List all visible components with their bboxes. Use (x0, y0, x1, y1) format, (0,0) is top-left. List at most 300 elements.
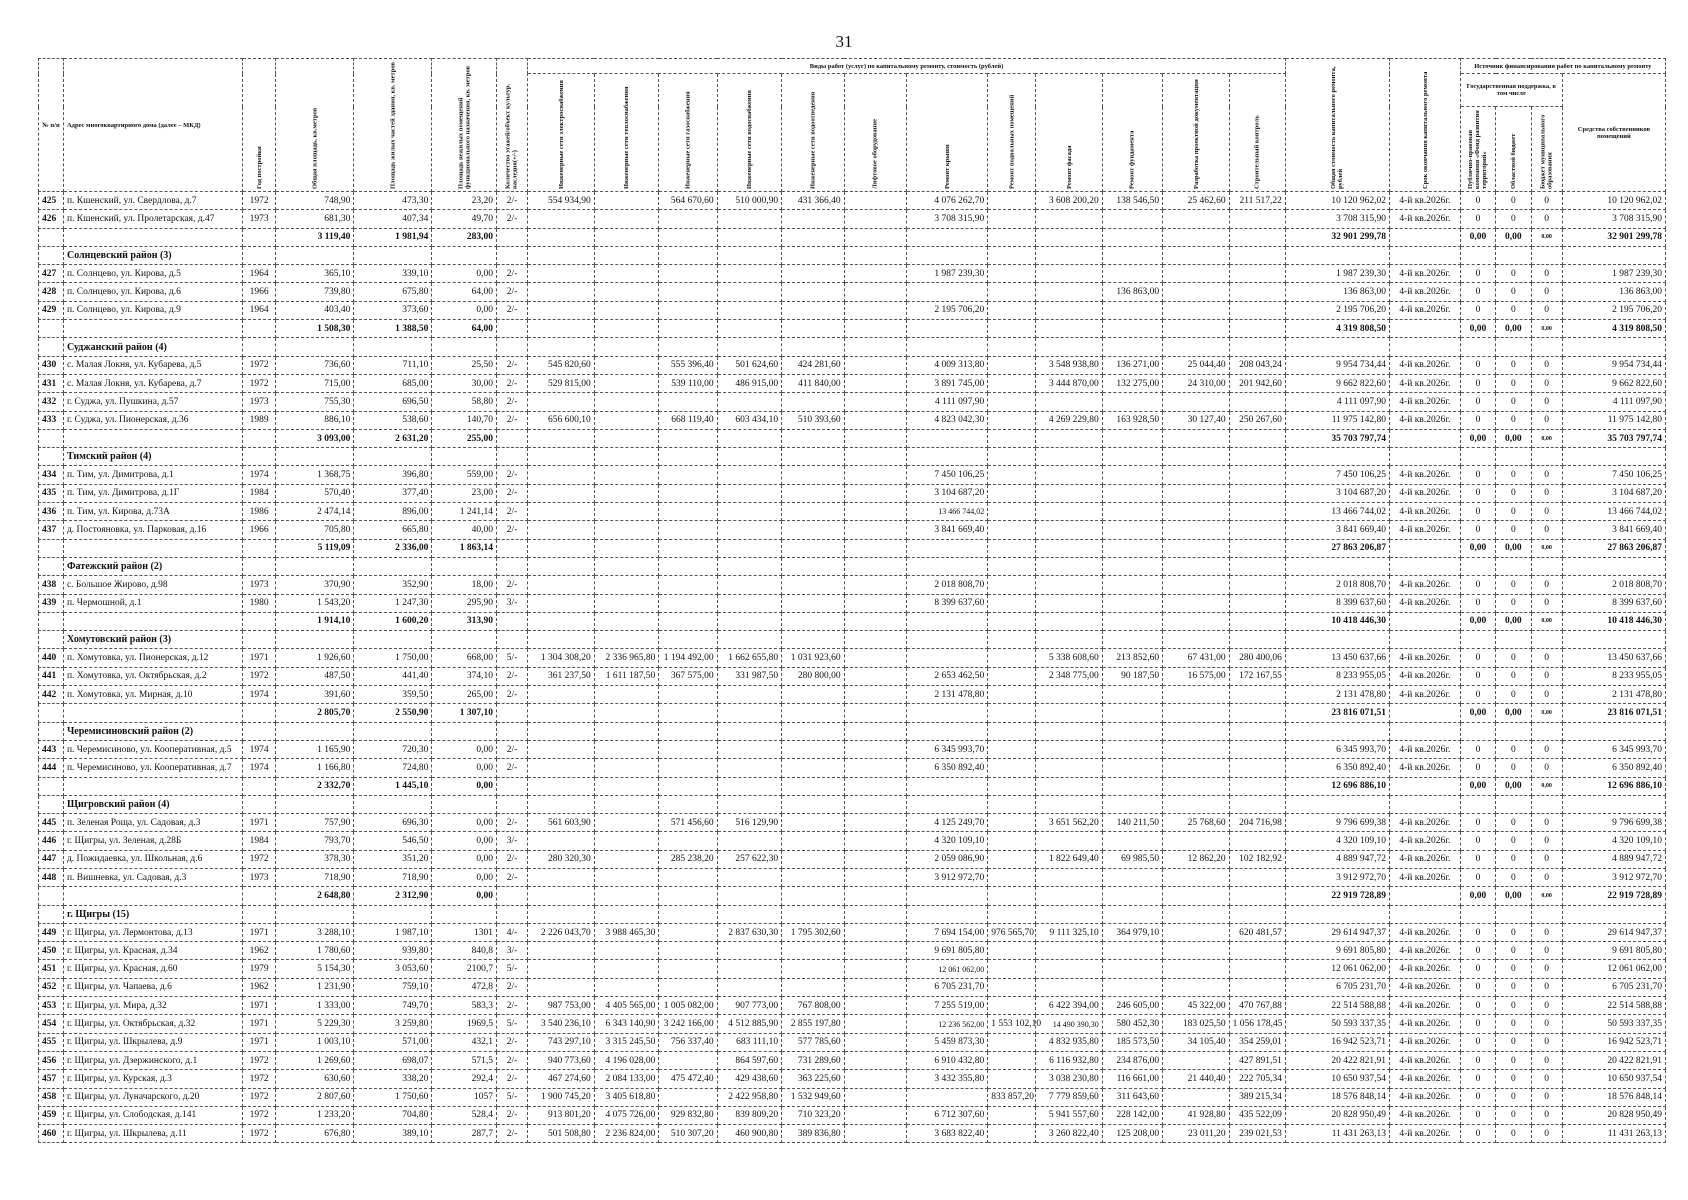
row-floors: 2/- (496, 814, 527, 832)
empty-cell (1102, 631, 1162, 649)
work-cell (844, 320, 906, 338)
row-work-cost: 239 021,53 (1229, 1125, 1285, 1143)
empty-cell (1562, 795, 1665, 813)
row-municipal: 0 (1531, 1070, 1562, 1088)
row-work-cost: 2 653 462,50 (907, 667, 988, 685)
row-work-cost: 2 084 133,00 (594, 1070, 659, 1088)
row-number: 460 (39, 1125, 64, 1143)
row-regional: 0 (1496, 832, 1531, 850)
row-fund: 0 (1460, 411, 1495, 429)
row-floors: 5/- (496, 649, 527, 667)
row-total-cost: 50 593 337,35 (1285, 1015, 1389, 1033)
row-work-cost: 4 512 885,90 (717, 1015, 782, 1033)
empty-cell (354, 795, 432, 813)
row-work-cost: 67 431,00 (1163, 649, 1230, 667)
work-cell (659, 887, 717, 905)
row-num-cell (39, 887, 64, 905)
row-work-cost (594, 759, 659, 777)
row-work-cost: 545 820,60 (528, 356, 595, 374)
row-year: 1972 (243, 850, 276, 868)
row-regional: 0 (1496, 814, 1531, 832)
row-work-cost (1229, 265, 1285, 283)
row-regional: 0 (1496, 503, 1531, 521)
row-deadline: 4-й кв.2026г. (1390, 1106, 1461, 1124)
empty-cell (717, 557, 782, 575)
row-nonliving-area: 0,00 (432, 814, 497, 832)
row-deadline: 4-й кв.2026г. (1390, 759, 1461, 777)
row-year: 1973 (243, 210, 276, 228)
empty-cell (354, 722, 432, 740)
row-work-cost (988, 868, 1036, 886)
row-work-cost: 4 075 726,00 (594, 1106, 659, 1124)
row-number: 450 (39, 942, 64, 960)
district-heading-row (39, 557, 1666, 575)
row-work-cost (659, 1051, 717, 1069)
row-owners: 2 195 706,20 (1562, 301, 1665, 319)
row-regional: 0 (1496, 283, 1531, 301)
address-cell (63, 320, 242, 338)
table-row (39, 466, 1666, 484)
row-regional: 0 (1496, 923, 1531, 941)
empty-cell (1036, 631, 1103, 649)
work-cell (1229, 777, 1285, 795)
row-work-cost (1036, 521, 1103, 539)
row-work-cost (594, 942, 659, 960)
row-living-area: 718,90 (354, 868, 432, 886)
row-work-cost: 228 142,00 (1102, 1106, 1162, 1124)
row-total-cost: 3 104 687,20 (1285, 484, 1389, 502)
header-work-foundation: Ремонт фундамента (1102, 74, 1162, 192)
empty-cell (243, 338, 276, 356)
row-municipal: 0 (1531, 301, 1562, 319)
work-cell (594, 704, 659, 722)
row-floors: 2/- (496, 283, 527, 301)
empty-cell (528, 246, 595, 264)
header-fund: Публично-правовая компания «Фонд развития территорий» (1460, 107, 1495, 192)
row-total-cost: 3 912 972,70 (1285, 868, 1389, 886)
row-total-area: 391,60 (276, 686, 354, 704)
empty-cell (1531, 795, 1562, 813)
row-regional: 0 (1496, 265, 1531, 283)
row-work-cost (1163, 740, 1230, 758)
row-work-cost (1229, 960, 1285, 978)
row-work-cost (782, 759, 844, 777)
row-work-cost: 3 432 355,80 (907, 1070, 988, 1088)
row-floors: 2/- (496, 503, 527, 521)
work-cell (988, 612, 1036, 630)
row-total-area: 570,40 (276, 484, 354, 502)
row-nonliving-area: 23,00 (432, 484, 497, 502)
row-work-cost (844, 667, 906, 685)
empty-cell (1102, 246, 1162, 264)
row-living-area: 1 247,30 (354, 594, 432, 612)
empty-cell (276, 338, 354, 356)
row-deadline: 4-й кв.2026г. (1390, 466, 1461, 484)
row-regional: 0 (1496, 411, 1531, 429)
row-work-cost (594, 503, 659, 521)
district-heading: Хомутовский район (3) (63, 631, 242, 649)
subtotal-municipal: 0,00 (1531, 539, 1562, 557)
row-total-area: 487,50 (276, 667, 354, 685)
subtotal-municipal: 0,00 (1531, 429, 1562, 447)
subtotal-fund: 0,00 (1460, 612, 1495, 630)
row-work-cost (782, 393, 844, 411)
row-number: 457 (39, 1070, 64, 1088)
row-municipal: 0 (1531, 374, 1562, 392)
row-regional: 0 (1496, 686, 1531, 704)
table-body (39, 192, 1666, 1143)
row-work-cost (659, 594, 717, 612)
row-work-cost (844, 192, 906, 210)
row-work-cost (594, 521, 659, 539)
empty-cell (1102, 448, 1162, 466)
row-fund: 0 (1460, 740, 1495, 758)
empty-cell (1531, 448, 1562, 466)
row-work-cost: 25 462,60 (1163, 192, 1230, 210)
row-work-cost (988, 356, 1036, 374)
row-nonliving-area: 528,4 (432, 1106, 497, 1124)
row-work-cost: 4 832 935,80 (1036, 1033, 1103, 1051)
table-row (39, 283, 1666, 301)
row-number: 453 (39, 997, 64, 1015)
deadline-cell (1390, 704, 1461, 722)
work-cell (988, 320, 1036, 338)
row-municipal: 0 (1531, 1106, 1562, 1124)
row-work-cost: 183 025,50 (1163, 1015, 1230, 1033)
row-address: с. Большое Жирово, д.98 (63, 576, 242, 594)
work-cell (1229, 539, 1285, 557)
row-work-cost (594, 265, 659, 283)
empty-cell (243, 722, 276, 740)
row-deadline: 4-й кв.2026г. (1390, 374, 1461, 392)
work-cell (782, 777, 844, 795)
empty-cell (1036, 557, 1103, 575)
subtotal-row (39, 320, 1666, 338)
row-floors: 2/- (496, 356, 527, 374)
row-address: д. Пожидаевка, ул. Школьная, д.6 (63, 850, 242, 868)
row-total-area: 1 368,75 (276, 466, 354, 484)
row-owners: 4 889 947,72 (1562, 850, 1665, 868)
empty-cell (988, 557, 1036, 575)
subtotal-total-cost: 23 816 071,51 (1285, 704, 1389, 722)
row-work-cost: 138 546,50 (1102, 192, 1162, 210)
row-regional: 0 (1496, 1088, 1531, 1106)
row-owners: 1 987 239,30 (1562, 265, 1665, 283)
row-work-cost (1036, 978, 1103, 996)
row-work-cost (782, 210, 844, 228)
row-work-cost (988, 1070, 1036, 1088)
empty-cell (276, 448, 354, 466)
row-municipal: 0 (1531, 759, 1562, 777)
empty-cell (988, 722, 1036, 740)
empty-cell (432, 448, 497, 466)
row-work-cost: 9 111 325,10 (1036, 923, 1103, 941)
empty-cell (432, 631, 497, 649)
row-floors: 2/- (496, 759, 527, 777)
row-address: г. Щигры, ул. Шкрылева, д.11 (63, 1125, 242, 1143)
table-row (39, 1033, 1666, 1051)
work-cell (659, 228, 717, 246)
capital-repair-table (38, 58, 1666, 1143)
row-work-cost (782, 850, 844, 868)
row-deadline: 4-й кв.2026г. (1390, 1125, 1461, 1143)
work-cell (659, 539, 717, 557)
row-number: 433 (39, 411, 64, 429)
row-work-cost: 913 801,20 (528, 1106, 595, 1124)
empty-cell (659, 631, 717, 649)
year-cell (243, 704, 276, 722)
deadline-cell (1390, 228, 1461, 246)
row-regional: 0 (1496, 192, 1531, 210)
row-work-cost: 257 622,30 (717, 850, 782, 868)
row-work-cost (844, 484, 906, 502)
row-work-cost (1102, 210, 1162, 228)
row-regional: 0 (1496, 1106, 1531, 1124)
row-work-cost (988, 1033, 1036, 1051)
row-work-cost: 6 350 892,40 (907, 759, 988, 777)
row-number: 448 (39, 868, 64, 886)
row-work-cost (988, 374, 1036, 392)
row-work-cost: 5 459 873,30 (907, 1033, 988, 1051)
row-fund: 0 (1460, 210, 1495, 228)
row-municipal: 0 (1531, 265, 1562, 283)
header-work-heat: Инженерные сети теплоснабжения (594, 74, 659, 192)
row-work-cost (1163, 484, 1230, 502)
district-heading-row (39, 722, 1666, 740)
row-address: п. Чермошной, д.1 (63, 594, 242, 612)
subtotal-living-area: 2 631,20 (354, 429, 432, 447)
row-work-cost: 2 422 958,80 (717, 1088, 782, 1106)
row-fund: 0 (1460, 686, 1495, 704)
row-number: 443 (39, 740, 64, 758)
row-living-area: 3 259,80 (354, 1015, 432, 1033)
row-total-cost: 2 131 478,80 (1285, 686, 1389, 704)
row-work-cost (1102, 393, 1162, 411)
row-regional: 0 (1496, 1051, 1531, 1069)
row-work-cost (988, 942, 1036, 960)
row-work-cost: 929 832,80 (659, 1106, 717, 1124)
empty-cell (1163, 557, 1230, 575)
work-cell (1102, 320, 1162, 338)
subtotal-total-area: 3 119,40 (276, 228, 354, 246)
row-owners: 136 863,00 (1562, 283, 1665, 301)
row-work-cost (907, 649, 988, 667)
subtotal-total-cost: 35 703 797,74 (1285, 429, 1389, 447)
table-row (39, 740, 1666, 758)
subtotal-row (39, 228, 1666, 246)
row-work-cost (594, 850, 659, 868)
row-deadline: 4-й кв.2026г. (1390, 301, 1461, 319)
row-total-area: 1 780,60 (276, 942, 354, 960)
row-total-area: 1 269,60 (276, 1051, 354, 1069)
row-owners: 4 320 109,10 (1562, 832, 1665, 850)
row-deadline: 4-й кв.2026г. (1390, 1033, 1461, 1051)
floors-cell (496, 612, 527, 630)
row-owners: 18 576 848,14 (1562, 1088, 1665, 1106)
row-deadline: 4-й кв.2026г. (1390, 942, 1461, 960)
work-cell (1229, 228, 1285, 246)
row-work-cost (907, 1088, 988, 1106)
empty-cell (1496, 557, 1531, 575)
row-work-cost (1102, 503, 1162, 521)
header-state-support: Государственная поддержка, в том числе (1460, 74, 1562, 107)
table-row (39, 594, 1666, 612)
year-cell (243, 228, 276, 246)
row-work-cost (717, 210, 782, 228)
row-total-area: 3 288,10 (276, 923, 354, 941)
row-work-cost (782, 594, 844, 612)
row-owners: 50 593 337,35 (1562, 1015, 1665, 1033)
header-work-design: Разработка проектной документации (1163, 74, 1230, 192)
empty-cell (844, 905, 906, 923)
subtotal-municipal: 0,00 (1531, 612, 1562, 630)
row-owners: 3 104 687,20 (1562, 484, 1665, 502)
work-cell (1229, 429, 1285, 447)
row-work-cost (659, 740, 717, 758)
row-work-cost: 486 915,00 (717, 374, 782, 392)
empty-cell (594, 631, 659, 649)
work-cell (907, 228, 988, 246)
row-work-cost: 14 490 390,30 (1036, 1015, 1103, 1033)
row-work-cost (717, 832, 782, 850)
row-living-area: 896,00 (354, 503, 432, 521)
row-work-cost (528, 868, 595, 886)
row-work-cost (844, 265, 906, 283)
row-work-cost (1102, 740, 1162, 758)
row-floors: 3/- (496, 942, 527, 960)
row-owners: 4 111 097,90 (1562, 393, 1665, 411)
row-work-cost: 516 129,90 (717, 814, 782, 832)
empty-cell (432, 338, 497, 356)
subtotal-total-area: 3 093,00 (276, 429, 354, 447)
floors-cell (496, 887, 527, 905)
row-number: 435 (39, 484, 64, 502)
header-num: № п/п (39, 59, 64, 192)
row-work-cost (782, 978, 844, 996)
row-work-cost (528, 594, 595, 612)
row-municipal: 0 (1531, 594, 1562, 612)
row-fund: 0 (1460, 1088, 1495, 1106)
row-number: 438 (39, 576, 64, 594)
row-work-cost (1036, 960, 1103, 978)
row-address: с. Малая Локня, ул. Кубарева, д.5 (63, 356, 242, 374)
row-regional: 0 (1496, 740, 1531, 758)
row-nonliving-area: 0,00 (432, 868, 497, 886)
empty-cell (1036, 722, 1103, 740)
header-work-water: Инженерные сети водоснабжения (717, 74, 782, 192)
empty-cell (1531, 631, 1562, 649)
row-address: г. Щигры, ул. Слободская, д.141 (63, 1106, 242, 1124)
row-work-cost: 1 662 655,80 (717, 649, 782, 667)
row-work-cost (1036, 283, 1103, 301)
row-num-cell (39, 320, 64, 338)
row-address: п. Кшенский, ул. Свердлова, д.7 (63, 192, 242, 210)
table-row (39, 411, 1666, 429)
subtotal-municipal: 0,00 (1531, 887, 1562, 905)
row-work-cost (528, 759, 595, 777)
empty-cell (496, 722, 527, 740)
address-cell (63, 612, 242, 630)
row-owners: 10 650 937,54 (1562, 1070, 1665, 1088)
row-work-cost: 136 863,00 (1102, 283, 1162, 301)
row-year: 1962 (243, 978, 276, 996)
row-fund: 0 (1460, 1051, 1495, 1069)
row-work-cost (1163, 301, 1230, 319)
empty-cell (844, 795, 906, 813)
row-work-cost: 125 208,00 (1102, 1125, 1162, 1143)
row-year: 1972 (243, 374, 276, 392)
row-work-cost (594, 832, 659, 850)
row-work-cost: 12 236 562,00 (907, 1015, 988, 1033)
row-work-cost (1102, 978, 1162, 996)
row-work-cost (782, 301, 844, 319)
row-municipal: 0 (1531, 978, 1562, 996)
deadline-cell (1390, 777, 1461, 795)
row-living-area: 720,30 (354, 740, 432, 758)
empty-cell (907, 246, 988, 264)
row-floors: 2/- (496, 850, 527, 868)
empty-cell (1562, 905, 1665, 923)
table-row (39, 265, 1666, 283)
empty-cell (1102, 557, 1162, 575)
row-address: г. Суджа, ул. Пионерская, д.36 (63, 411, 242, 429)
work-cell (782, 539, 844, 557)
table-header (39, 59, 1666, 192)
empty-cell (1562, 338, 1665, 356)
empty-cell (1102, 905, 1162, 923)
row-work-cost (844, 960, 906, 978)
work-cell (594, 228, 659, 246)
empty-cell (1562, 631, 1665, 649)
row-work-cost (528, 686, 595, 704)
row-living-area: 571,00 (354, 1033, 432, 1051)
row-work-cost (988, 667, 1036, 685)
row-work-cost: 25 044,40 (1163, 356, 1230, 374)
row-living-area: 538,60 (354, 411, 432, 429)
row-total-cost: 18 576 848,14 (1285, 1088, 1389, 1106)
header-work-basement: Ремонт подвальных помещений (988, 74, 1036, 192)
work-cell (594, 612, 659, 630)
row-work-cost: 7 255 519,00 (907, 997, 988, 1015)
row-living-area: 696,50 (354, 393, 432, 411)
empty-cell (276, 246, 354, 264)
header-municipal: Бюджет муниципального образования (1531, 107, 1562, 192)
empty-cell (528, 557, 595, 575)
empty-cell (1390, 448, 1461, 466)
row-work-cost: 731 289,60 (782, 1051, 844, 1069)
empty-cell (907, 448, 988, 466)
subtotal-fund: 0,00 (1460, 777, 1495, 795)
work-cell (717, 320, 782, 338)
empty-cell (243, 905, 276, 923)
row-work-cost (782, 466, 844, 484)
subtotal-nonliving-area: 255,00 (432, 429, 497, 447)
empty-cell (1562, 246, 1665, 264)
row-municipal: 0 (1531, 356, 1562, 374)
subtotal-row (39, 429, 1666, 447)
row-number: 436 (39, 503, 64, 521)
empty-cell (659, 905, 717, 923)
row-work-cost: 116 661,00 (1102, 1070, 1162, 1088)
row-floors: 2/- (496, 393, 527, 411)
row-municipal: 0 (1531, 850, 1562, 868)
empty-cell (1285, 631, 1389, 649)
row-work-cost: 9 691 805,80 (907, 942, 988, 960)
empty-cell (496, 905, 527, 923)
row-municipal: 0 (1531, 997, 1562, 1015)
row-work-cost (988, 978, 1036, 996)
work-cell (1163, 320, 1230, 338)
